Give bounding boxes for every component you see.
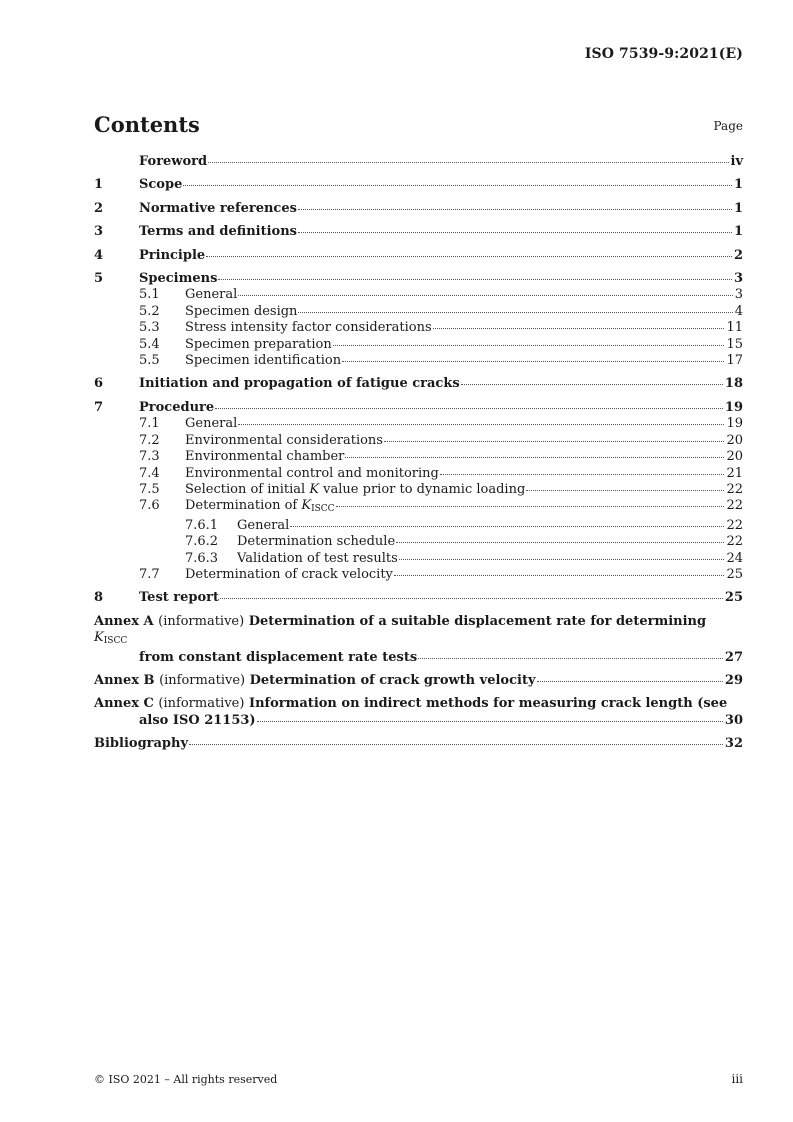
- toc-entry[interactable]: [94, 590, 743, 606]
- toc-entry-number: 7: [94, 399, 104, 415]
- toc-entry-page: 3: [733, 271, 743, 287]
- annex-page: 30: [724, 712, 743, 728]
- toc-entry-title: Specimen preparation: [185, 336, 332, 352]
- symbol-subscript: ISCC: [103, 636, 128, 647]
- toc-entry-number: 2: [94, 200, 104, 216]
- toc-entry-page: 1: [733, 224, 743, 240]
- dot-leader: [345, 457, 724, 458]
- toc-entry-page: 20: [726, 432, 743, 448]
- toc-entry[interactable]: [94, 551, 743, 567]
- dot-leader: [206, 256, 732, 257]
- annex-label: Annex A: [94, 613, 154, 629]
- toc-entry[interactable]: [94, 449, 743, 465]
- dot-leader: [215, 408, 723, 409]
- page-column-label: Page: [713, 119, 743, 133]
- annex-title-text: from constant displacement rate tests: [139, 649, 418, 665]
- annex-line: [94, 713, 743, 729]
- dot-leader: [399, 559, 725, 560]
- table-of-contents: [94, 154, 743, 753]
- toc-entry[interactable]: [94, 376, 743, 392]
- toc-entry-page: 22: [726, 481, 743, 497]
- dot-leader: [433, 328, 725, 329]
- dot-leader: [336, 506, 725, 507]
- toc-entry-title: General: [237, 517, 290, 533]
- toc-entry[interactable]: [94, 466, 743, 482]
- toc-entry-title: Foreword: [139, 154, 208, 169]
- toc-entry-title: Scope: [139, 177, 183, 193]
- dot-leader: [189, 744, 723, 745]
- contents-heading: Contents: [94, 112, 200, 137]
- toc-entry-page: 1: [733, 177, 743, 193]
- toc-entry-page: 19: [724, 399, 743, 415]
- toc-entry-number: 4: [94, 247, 104, 263]
- toc-entry-title: Validation of test results: [237, 550, 398, 566]
- toc-entry[interactable]: [94, 416, 743, 432]
- toc-entry-number: 7.6.3: [185, 550, 219, 566]
- annex-line: [94, 650, 743, 666]
- toc-entry-title: Terms and definitions: [139, 224, 297, 240]
- dot-leader: [394, 575, 725, 576]
- title-text: Determination of: [185, 498, 302, 514]
- document-id: ISO 7539-9:2021(E): [584, 46, 743, 62]
- title-text: value prior to dynamic loading: [319, 481, 526, 497]
- title-text: Selection of initial: [185, 481, 310, 497]
- annex-page: 29: [724, 672, 743, 688]
- toc-entry[interactable]: [94, 224, 743, 240]
- toc-entry-title: General: [185, 287, 238, 303]
- toc-entry[interactable]: [94, 353, 743, 369]
- annex-line: [94, 673, 743, 689]
- toc-entry-number: 5.4: [139, 336, 160, 352]
- annex-title-text: Determination of crack growth velocity: [249, 672, 536, 688]
- toc-entry-title: Specimen design: [185, 303, 298, 319]
- toc-entry-number: 7.6.2: [185, 534, 219, 550]
- dot-leader: [396, 542, 724, 543]
- toc-entry-title: Specimen identification: [185, 353, 342, 369]
- toc-entry[interactable]: [94, 320, 743, 336]
- toc-entry-page: 24: [726, 550, 743, 566]
- toc-entry-number: 7.6.1: [185, 517, 219, 533]
- toc-entry-number: 5: [94, 271, 104, 287]
- toc-entry-number: 7.6: [139, 498, 160, 514]
- toc-entry-title: Initiation and propagation of fatigue cracks: [139, 376, 460, 392]
- toc-entry[interactable]: [94, 248, 743, 264]
- annex-entry[interactable]: [94, 696, 743, 729]
- toc-entry[interactable]: [94, 400, 743, 416]
- annex-entry[interactable]: [94, 673, 743, 689]
- dot-leader: [218, 279, 732, 280]
- annex-entry[interactable]: [94, 614, 743, 666]
- annex-line: [94, 696, 743, 712]
- dot-leader: [418, 658, 723, 659]
- dot-leader: [298, 209, 732, 210]
- toc-entry-title: [185, 482, 525, 498]
- toc-entry-title: [185, 498, 335, 517]
- toc-entry-title: Determination schedule: [237, 534, 396, 550]
- copyright-notice: © ISO 2021 – All rights reserved: [94, 1073, 278, 1086]
- dot-leader: [298, 232, 732, 233]
- annex-title: [94, 673, 536, 689]
- toc-entry-page: 25: [726, 566, 743, 582]
- toc-entry-number: 5.2: [139, 303, 160, 319]
- toc-entry-page: 3: [734, 287, 743, 303]
- bibliography-title: Bibliography: [94, 736, 189, 752]
- dot-leader: [537, 681, 723, 682]
- toc-entry-page: 19: [726, 416, 743, 432]
- toc-entry-number: 5.5: [139, 353, 160, 369]
- toc-entry-page: 15: [726, 336, 743, 352]
- toc-entry[interactable]: [94, 271, 743, 287]
- toc-entry-page: 1: [733, 200, 743, 216]
- toc-entry-number: 8: [94, 590, 104, 606]
- annex-note: (informative): [158, 696, 245, 712]
- toc-entry-page: 11: [726, 320, 743, 336]
- toc-entry-title: Specimens: [139, 271, 218, 287]
- toc-entry-page: 20: [726, 449, 743, 465]
- dot-leader: [333, 345, 725, 346]
- dot-leader: [298, 312, 732, 313]
- toc-entry-title: Test report: [139, 590, 220, 606]
- toc-entry[interactable]: [94, 498, 743, 517]
- dot-leader: [208, 162, 728, 163]
- toc-entry-number: 1: [94, 177, 104, 193]
- toc-entry[interactable]: [94, 534, 743, 550]
- toc-entry-title: Normative references: [139, 200, 297, 216]
- dot-leader: [440, 474, 725, 475]
- toc-entry-number: 6: [94, 376, 104, 392]
- dot-leader: [238, 424, 724, 425]
- toc-entry-title: Environmental considerations: [185, 432, 383, 448]
- toc-entry-number: 7.2: [139, 432, 160, 448]
- toc-entry-page: 2: [733, 247, 743, 263]
- toc-entry-number: 7.7: [139, 566, 160, 582]
- toc-entry[interactable]: [94, 304, 743, 320]
- annex-note: (informative): [158, 613, 245, 629]
- toc-entry-page: 22: [726, 498, 743, 514]
- toc-entry[interactable]: [94, 433, 743, 449]
- toc-entry[interactable]: [94, 518, 743, 534]
- annex-title-text: Determination of a suitable displacement rate for determining: [248, 613, 707, 629]
- dot-leader: [384, 441, 724, 442]
- annex-page: 27: [724, 649, 743, 665]
- toc-entry-page: 21: [726, 465, 743, 481]
- toc-entry-number: 7.5: [139, 481, 160, 497]
- page-number: iii: [731, 1072, 743, 1086]
- dot-leader: [183, 185, 732, 186]
- toc-entry-title: Environmental chamber: [185, 449, 345, 465]
- toc-entry-title: Principle: [139, 247, 206, 263]
- annex-note: (informative): [159, 672, 246, 688]
- toc-entry-number: 7.4: [139, 465, 160, 481]
- annex-title-text: also ISO 21153): [139, 712, 256, 728]
- toc-entry[interactable]: [94, 201, 743, 217]
- toc-entry-title: General: [185, 416, 238, 432]
- toc-entry-title: Procedure: [139, 399, 215, 415]
- toc-entry-number: 5.1: [139, 287, 160, 303]
- toc-entry-title: Determination of crack velocity: [185, 566, 393, 582]
- bibliography-entry[interactable]: [94, 736, 743, 752]
- toc-entry-page: 17: [726, 353, 743, 369]
- toc-entry[interactable]: [94, 177, 743, 193]
- toc-entry-title: Stress intensity factor considerations: [185, 320, 432, 336]
- toc-entry-page: 4: [734, 303, 743, 319]
- dot-leader: [342, 361, 724, 362]
- toc-entry-page: 22: [726, 534, 743, 550]
- symbol-subscript: ISCC: [311, 504, 335, 515]
- toc-entry-page: 22: [726, 517, 743, 533]
- annex-title-text: Information on indirect methods for measuring crack length (see: [248, 696, 728, 712]
- toc-entry-page: 18: [724, 376, 743, 392]
- annex-label: Annex B: [94, 672, 155, 688]
- symbol-k: K: [301, 498, 312, 514]
- symbol-k: K: [309, 481, 320, 497]
- toc-entry-number: 7.3: [139, 449, 160, 465]
- dot-leader: [461, 384, 723, 385]
- toc-entry-page: iv: [730, 154, 743, 169]
- toc-entry-number: 3: [94, 224, 104, 240]
- toc-entry-title: Environmental control and monitoring: [185, 465, 439, 481]
- toc-entry[interactable]: [94, 154, 743, 170]
- toc-entry[interactable]: [94, 337, 743, 353]
- toc-entry[interactable]: [94, 482, 743, 498]
- dot-leader: [257, 721, 723, 722]
- symbol-k: K: [94, 630, 104, 646]
- dot-leader: [526, 490, 724, 491]
- toc-entry[interactable]: [94, 287, 743, 303]
- dot-leader: [238, 295, 732, 296]
- toc-entry-number: 5.3: [139, 320, 160, 336]
- annex-label: Annex C: [94, 696, 154, 712]
- bibliography-page: 32: [724, 736, 743, 752]
- dot-leader: [220, 598, 723, 599]
- toc-entry-number: 7.1: [139, 416, 160, 432]
- dot-leader: [290, 526, 724, 527]
- annex-line: [94, 614, 743, 650]
- toc-entry[interactable]: [94, 567, 743, 583]
- toc-entry-page: 25: [724, 590, 743, 606]
